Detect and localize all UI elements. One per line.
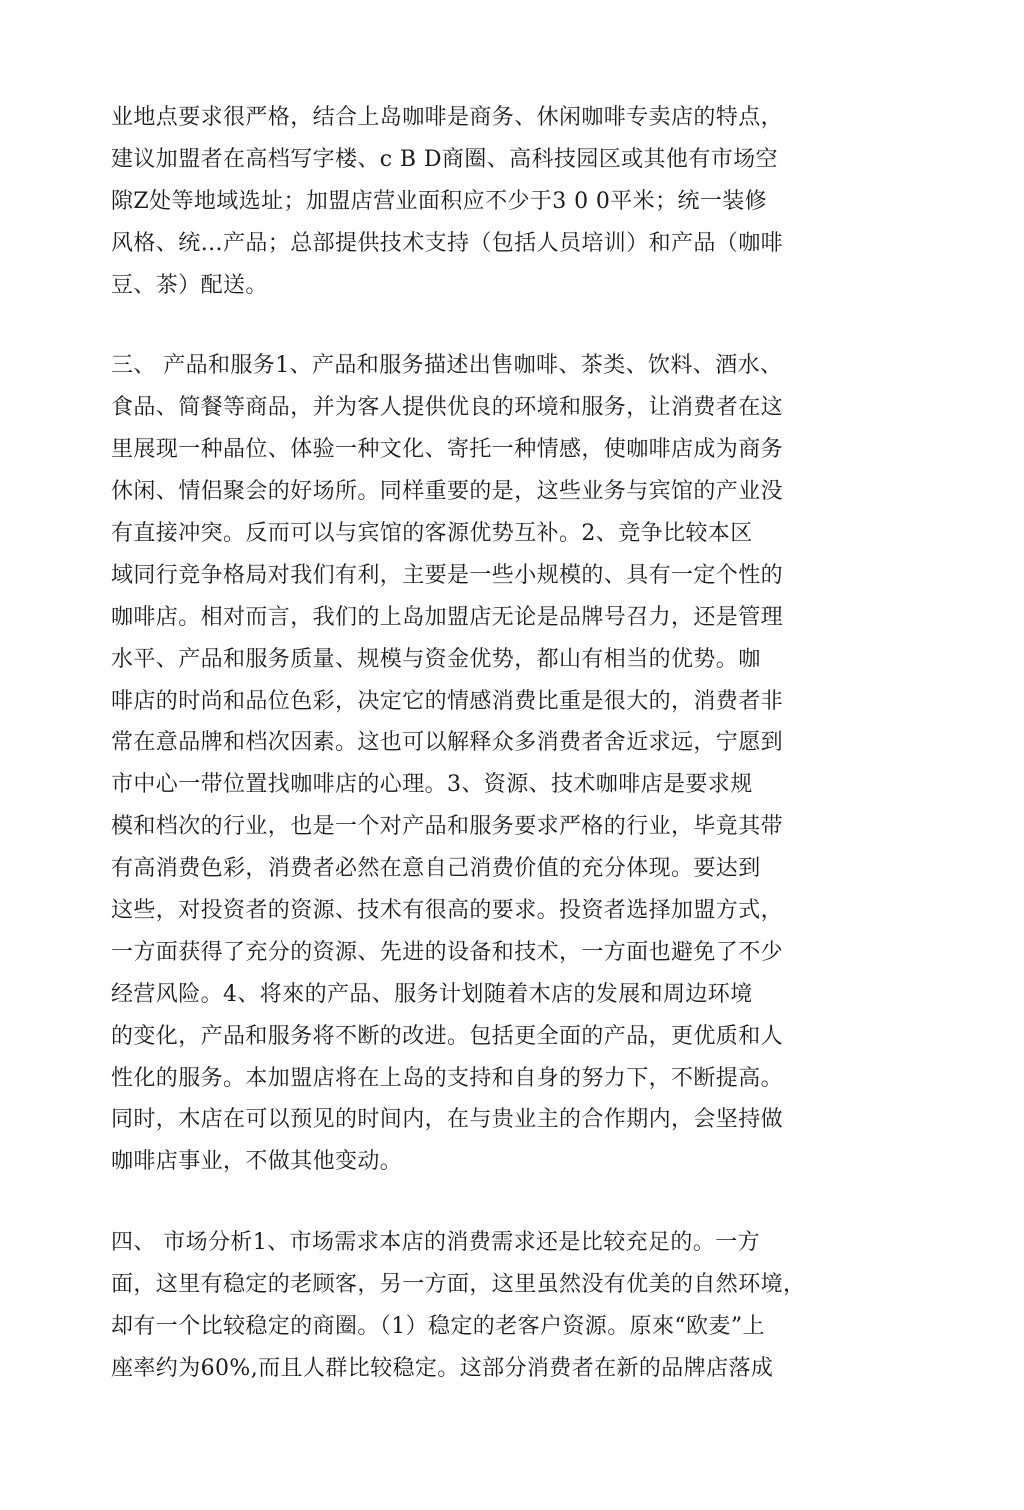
document-body <box>111 97 851 1390</box>
text-line: 风格、统…产品；总部提供技术支持（包括人员培训）和产品（咖啡 <box>111 230 784 256</box>
text-line: 四、 市场分析1、市场需求本店的消费需求还是比较充足的。一方 <box>111 1230 760 1256</box>
text-line: 有高消费色彩，消费者必然在意自己消费价值的充分体现。要达到 <box>111 856 761 882</box>
text-line: 这些，对投资者的资源、技术有很高的要求。投资者选择加盟方式， <box>111 898 784 924</box>
paragraph-spacer <box>111 306 851 345</box>
text-line: 食品、简餐等商品，并为客人提供优良的环境和服务，让消费者在这 <box>111 395 784 421</box>
paragraph-products-services <box>111 345 851 1183</box>
text-line: 咖啡店事业，不做其他变动。 <box>111 1149 403 1175</box>
text-line: 水平、产品和服务质量、规模与资金优势，都山有相当的优势。咖 <box>111 646 761 672</box>
text-line: 三、 产品和服务1、产品和服务描述出售咖啡、茶类、饮料、酒水、 <box>111 353 783 379</box>
paragraph-spacer <box>111 1183 851 1222</box>
text-line: 隙Z处等地域选址；加盟店营业面积应不少于3 0 0平米；统一装修 <box>111 188 768 214</box>
text-line: 面，这里有稳定的老顾客，另一方面，这里虽然没有优美的自然环境， <box>111 1272 806 1298</box>
text-line: 一方面获得了充分的资源、先进的设备和技术，一方面也避免了不少 <box>111 939 784 965</box>
paragraph-site-selection <box>111 97 851 306</box>
text-line: 啡店的时尚和品位色彩，决定它的情感消费比重是很大的，消费者非 <box>111 688 784 714</box>
paragraph-market-analysis <box>111 1222 851 1390</box>
text-line: 市中心一带位置找咖啡店的心理。3、资源、技术咖啡店是要求规 <box>111 772 753 798</box>
text-line: 却有一个比较稳定的商圈。（1）稳定的老客户资源。原來“欧麦”上 <box>111 1314 765 1340</box>
text-line: 豆、茶）配送。 <box>111 272 268 298</box>
text-line: 里展现一种晶位、体验一种文化、寄托一种情感，使咖啡店成为商务 <box>111 437 784 463</box>
text-line: 域同行竞争格局对我们有利，主要是一些小规模的、具有一定个性的 <box>111 562 784 588</box>
text-line: 经营风险。4、将來的产品、服务计划随着木店的发展和周边环境 <box>111 981 753 1007</box>
text-line: 休闲、情侣聚会的好场所。同样重要的是，这些业务与宾馆的产业没 <box>111 479 784 505</box>
text-line: 模和档次的行业，也是一个对产品和服务要求严格的行业，毕竟其带 <box>111 814 784 840</box>
text-line: 座率约为60%,而且人群比较稳定。这部分消费者在新的品牌店落成 <box>111 1355 774 1381</box>
text-line: 的变化，产品和服务将不断的改进。包括更全面的产品，更优质和人 <box>111 1023 784 1049</box>
text-line: 有直接冲突。反而可以与宾馆的客源优势互补。2、竞争比较本区 <box>111 521 753 547</box>
text-line: 咖啡店。相对而言，我们的上岛加盟店无论是品牌号召力，还是管理 <box>111 604 784 630</box>
text-line: 建议加盟者在高档写字楼、c B D商圈、高科技园区或其他有市场空 <box>111 146 778 172</box>
text-line: 同时，木店在可以预见的时间内，在与贵业主的合作期内，会坚持做 <box>111 1107 784 1133</box>
text-line: 性化的服务。本加盟店将在上岛的支持和自身的努力下，不断提高。 <box>111 1065 784 1091</box>
text-line: 常在意品牌和档次因素。这也可以解释众多消费者舍近求远，宁愿到 <box>111 730 784 756</box>
text-line: 业地点要求很严格，结合上岛咖啡是商务、休闲咖啡专卖店的特点， <box>111 105 784 130</box>
